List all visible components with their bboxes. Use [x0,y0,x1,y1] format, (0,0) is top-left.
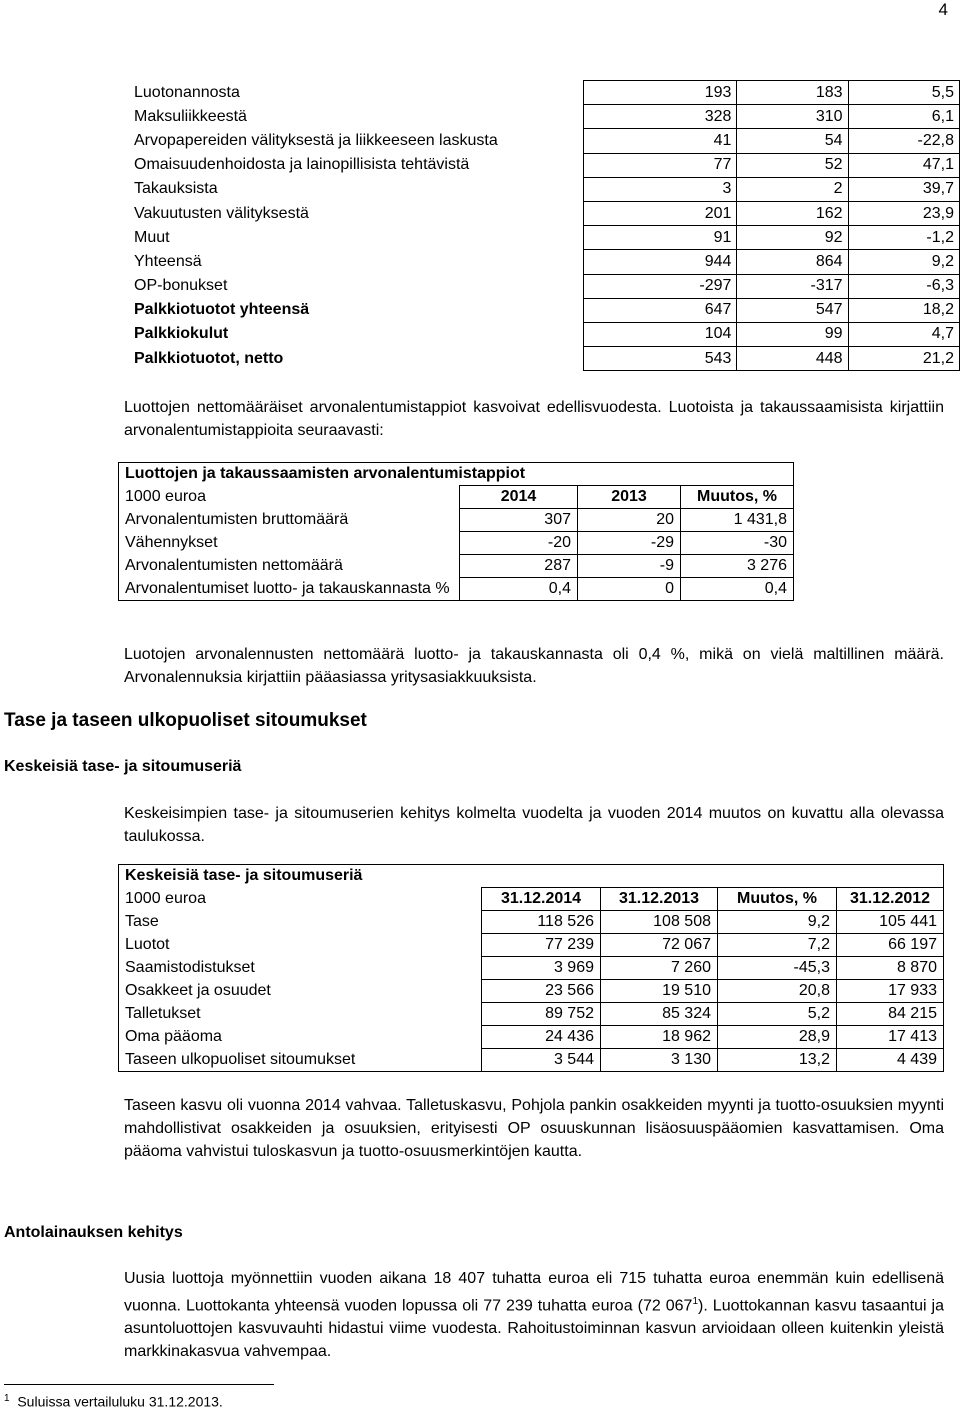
table-row [118,347,960,371]
column-header: 2014 [460,486,578,509]
cell-value: 448 [737,347,848,371]
row-label: Muut [134,228,170,246]
cell-value: 19 510 [601,980,718,1003]
table-row [119,1026,944,1049]
cell-value: 72 067 [601,934,718,957]
cell-value: -1,2 [848,226,959,250]
cell-value: 547 [737,298,848,322]
footnote-divider [4,1384,274,1385]
lending-text-a: Uusia luottoja myönnettiin vuoden aikana 18 407 tuhatta euroa eli 715 tuhatta euroa enemmän kuin edellisenä vuonna. Luottokanta yhteensä vuoden lopussa oli 77 239 tuhatta euroa (72 067 [124,1270,944,1315]
cell-value: 118 526 [482,911,601,934]
cell-value: 24 436 [482,1026,601,1049]
table-row [118,226,960,250]
cell-value: 17 413 [837,1026,944,1049]
subsection-heading: Keskeisiä tase- ja sitoumuseriä [4,758,242,775]
table-row [119,911,944,934]
cell-value: 108 508 [601,911,718,934]
paragraph-impairments-summary: Luotojen arvonalennusten nettomäärä luotto- ja takauskannasta oli 0,4 %, mikä on vielä maltillinen määrä. Arvonalennuksia kirjattiin pääasiassa yritysasiakkuuksista. [124,646,944,686]
cell-value: -20 [460,532,578,555]
cell-value: 104 [584,322,737,346]
cell-value: -297 [584,274,737,298]
cell-value: 5,2 [718,1003,837,1026]
table-row [119,1003,944,1026]
cell-value: 89 752 [482,1003,601,1026]
row-label: Arvonalentumisten nettomäärä [119,555,460,578]
cell-value: 307 [460,509,578,532]
row-label: Omaisuudenhoidosta ja lainopillisista tehtävistä [134,156,470,174]
cell-value: 3 130 [601,1049,718,1072]
cell-value: 183 [737,81,848,105]
table-row [119,957,944,980]
cell-value: 6,1 [848,105,959,129]
table-title: Keskeisiä tase- ja sitoumuseriä [119,865,944,888]
column-header: 31.12.2014 [482,888,601,911]
row-label: Arvopapereiden välityksestä ja liikkeeseen laskusta [134,131,498,149]
cell-value: 1 431,8 [681,509,794,532]
subsection-heading: Antolainauksen kehitys [4,1224,183,1241]
cell-value: 0,4 [460,578,578,601]
table-unit: 1000 euroa [119,486,460,509]
cell-value: -29 [578,532,681,555]
cell-value: 28,9 [718,1026,837,1049]
table-row [119,532,794,555]
cell-value: 0,4 [681,578,794,601]
cell-value: 91 [584,226,737,250]
row-label: Palkkiotuotot, netto [134,349,284,367]
cell-value: 328 [584,105,737,129]
cell-value: 9,2 [718,911,837,934]
row-label: Palkkiokulut [134,325,229,343]
page-number: 4 [938,0,948,19]
cell-value: 287 [460,555,578,578]
impairment-losses-table [118,462,794,601]
cell-value: 310 [737,105,848,129]
fee-income-table [118,80,960,371]
row-label: Saamistodistukset [119,957,482,980]
paragraph-balance-growth: Taseen kasvu oli vuonna 2014 vahvaa. Talletuskasvu, Pohjola pankin osakkeiden myynti ja tuotto-osuuksien myynti mahdollistivat osakkeiden ja osuuksien, erityisesti OP osuuskunnan lisäosuuspääomien kasvattamisen. Oma pääoma vahvistui tuloskasvun ja tuotto-osuusmerkintöjen kautta. [124,1097,944,1160]
cell-value: 92 [737,226,848,250]
cell-value: 8 870 [837,957,944,980]
cell-value: 3 [584,177,737,201]
cell-value: 77 239 [482,934,601,957]
table-row [118,298,960,322]
cell-value: 21,2 [848,347,959,371]
row-label: OP-bonukset [134,277,228,295]
balance-sheet-table [118,864,944,1072]
cell-value: 99 [737,322,848,346]
row-label: Oma pääoma [119,1026,482,1049]
cell-value: 47,1 [848,153,959,177]
cell-value: -22,8 [848,129,959,153]
table-row [118,201,960,225]
cell-value: 201 [584,201,737,225]
table-row [119,555,794,578]
cell-value: 23,9 [848,201,959,225]
cell-value: -9 [578,555,681,578]
section-heading: Tase ja taseen ulkopuoliset sitoumukset [4,710,367,731]
row-label: Taseen ulkopuoliset sitoumukset [119,1049,482,1072]
cell-value: 864 [737,250,848,274]
cell-value: 39,7 [848,177,959,201]
paragraph-lending [124,1267,944,1363]
table-row [118,129,960,153]
table-row [119,934,944,957]
paragraph-balance-intro: Keskeisimpien tase- ja sitoumuserien kehitys kolmelta vuodelta ja vuoden 2014 muutos on kuvattu alla olevassa taulukossa. [124,805,944,845]
cell-value: -30 [681,532,794,555]
row-label: Luotonannosta [134,83,240,101]
row-label: Arvonalentumiset luotto- ja takauskannasta % [119,578,460,601]
cell-value: 4,7 [848,322,959,346]
row-label: Tase [119,911,482,934]
row-label: Vakuutusten välityksestä [134,204,309,222]
row-label: Takauksista [134,180,218,198]
column-header: 31.12.2013 [601,888,718,911]
cell-value: 7,2 [718,934,837,957]
cell-value: 17 933 [837,980,944,1003]
table-row [119,578,794,601]
table-row [119,1049,944,1072]
cell-value: 20,8 [718,980,837,1003]
cell-value: 2 [737,177,848,201]
row-label: Maksuliikkeestä [134,107,247,125]
row-label: Osakkeet ja osuudet [119,980,482,1003]
paragraph-impairments: Luottojen nettomääräiset arvonalentumistappiot kasvoivat edellisvuodesta. Luotoista ja takaussaamisista kirjattiin arvonalentumistappioita seuraavasti: [124,399,944,439]
cell-value: 3 544 [482,1049,601,1072]
column-header: Muutos, % [718,888,837,911]
row-label: Yhteensä [134,252,202,270]
table-row [118,153,960,177]
cell-value: 105 441 [837,911,944,934]
table-row [119,980,944,1003]
footnote-mark: 1 [4,1393,10,1404]
cell-value: 543 [584,347,737,371]
table-row [118,250,960,274]
cell-value: 3 276 [681,555,794,578]
column-header: 31.12.2012 [837,888,944,911]
cell-value: 4 439 [837,1049,944,1072]
cell-value: 77 [584,153,737,177]
cell-value: 9,2 [848,250,959,274]
cell-value: 7 260 [601,957,718,980]
cell-value: 5,5 [848,81,959,105]
row-label: Vähennykset [119,532,460,555]
table-row [118,274,960,298]
cell-value: -317 [737,274,848,298]
footnote [4,1393,223,1410]
cell-value: 18,2 [848,298,959,322]
cell-value: 41 [584,129,737,153]
cell-value: 162 [737,201,848,225]
cell-value: 647 [584,298,737,322]
table-row [118,105,960,129]
cell-value: -6,3 [848,274,959,298]
table-title: Luottojen ja takaussaamisten arvonalentumistappiot [119,463,794,486]
row-label: Talletukset [119,1003,482,1026]
cell-value: 85 324 [601,1003,718,1026]
footnote-ref: 1 [692,1296,699,1307]
cell-value: 0 [578,578,681,601]
cell-value: 66 197 [837,934,944,957]
cell-value: 193 [584,81,737,105]
column-header: Muutos, % [681,486,794,509]
row-label: Palkkiotuotot yhteensä [134,301,310,319]
table-row [118,81,960,105]
table-row [119,509,794,532]
cell-value: 84 215 [837,1003,944,1026]
cell-value: 54 [737,129,848,153]
cell-value: 944 [584,250,737,274]
cell-value: 52 [737,153,848,177]
cell-value: 23 566 [482,980,601,1003]
lending-text-b: ). Luottokannan kasvu tasaantui ja asuntoluottojen kasvuvauhti hidastui viime vuodesta. Rahoitustoiminnan kasvun arvioidaan olleen kuitenkin yleistä markkinakasvua vahvempaa. [124,1297,945,1361]
row-label: Arvonalentumisten bruttomäärä [119,509,460,532]
table-row [118,177,960,201]
row-label: Luotot [119,934,482,957]
cell-value: 3 969 [482,957,601,980]
cell-value: 20 [578,509,681,532]
column-header: 2013 [578,486,681,509]
table-unit: 1000 euroa [119,888,482,911]
cell-value: 13,2 [718,1049,837,1072]
table-row [118,322,960,346]
cell-value: 18 962 [601,1026,718,1049]
cell-value: -45,3 [718,957,837,980]
footnote-text: Suluissa vertailuluku 31.12.2013. [17,1393,223,1410]
